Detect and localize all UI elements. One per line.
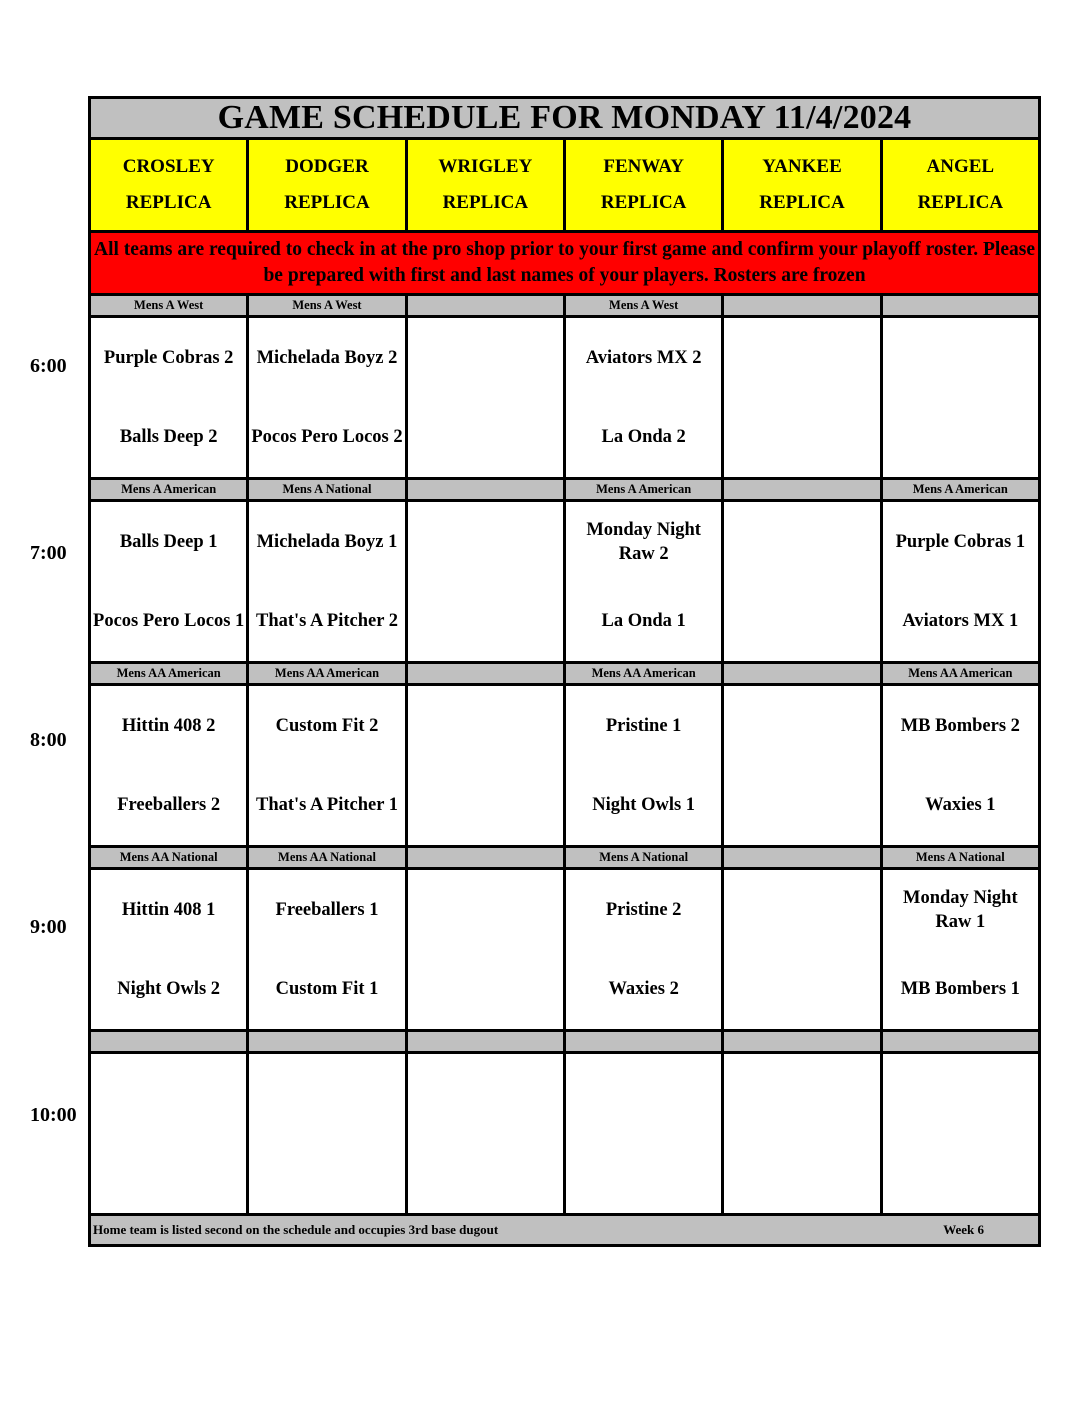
home-team-note: Home team is listed second on the schedule and occupies 3rd base dugout <box>93 1222 499 1237</box>
division-label: Mens AA National <box>90 847 248 869</box>
field-type: REPLICA <box>284 192 370 213</box>
away-team <box>408 686 563 766</box>
schedule-slots <box>90 295 1040 1215</box>
game-cell <box>564 1053 722 1215</box>
division-row <box>90 479 1040 501</box>
home-team: That's A Pitcher 1 <box>255 795 398 816</box>
home-team: Aviators MX 1 <box>902 611 1019 632</box>
schedule-table <box>88 96 1041 1247</box>
division-label <box>723 847 881 869</box>
away-team: Purple Cobras 2 <box>103 347 234 368</box>
field-type: REPLICA <box>442 192 529 213</box>
field-type: REPLICA <box>917 192 1004 213</box>
game-cell <box>248 317 406 479</box>
game-cell <box>881 1053 1039 1215</box>
title-row <box>90 98 1040 139</box>
division-label: Mens A National <box>564 847 722 869</box>
away-team: Monday Night Raw 1 <box>903 887 1018 932</box>
away-team: Hittin 408 1 <box>121 899 216 920</box>
home-team <box>408 582 563 662</box>
home-team <box>883 398 1038 478</box>
away-team: Pristine 1 <box>605 715 682 736</box>
home-team <box>724 950 879 1030</box>
game-cell <box>90 317 248 479</box>
game-row <box>90 685 1040 847</box>
home-team: Pocos Pero Locos 1 <box>93 611 245 632</box>
home-team: Pocos Pero Locos 2 <box>251 427 403 448</box>
game-cell <box>881 317 1039 479</box>
footer-cell <box>90 1215 1040 1246</box>
division-label: Mens A National <box>248 479 406 501</box>
away-team: Michelada Boyz 2 <box>256 347 398 368</box>
division-label: Mens AA American <box>564 663 722 685</box>
game-cell <box>564 869 722 1031</box>
field-header-yankee <box>723 139 881 232</box>
division-label <box>406 295 564 317</box>
division-label: Mens A American <box>881 479 1039 501</box>
home-team <box>566 1134 721 1214</box>
field-name: CROSLEY <box>122 156 215 177</box>
away-team: Michelada Boyz 1 <box>256 531 398 552</box>
division-label <box>248 1031 406 1053</box>
game-cell <box>406 869 564 1031</box>
field-name: ANGEL <box>926 156 995 177</box>
away-team: Pristine 2 <box>605 899 682 920</box>
game-cell <box>564 685 722 847</box>
away-team: Aviators MX 2 <box>585 347 702 368</box>
field-header-wrigley <box>406 139 564 232</box>
division-label: Mens A West <box>90 295 248 317</box>
home-team <box>408 766 563 846</box>
game-cell <box>90 1053 248 1215</box>
away-team <box>249 1054 404 1134</box>
home-team: Freeballers 2 <box>117 795 221 816</box>
division-label: Mens A American <box>90 479 248 501</box>
game-row <box>90 317 1040 479</box>
home-team: Night Owls 2 <box>117 979 221 1000</box>
away-team <box>91 1054 246 1134</box>
away-team <box>883 318 1038 398</box>
away-team <box>724 686 879 766</box>
home-team <box>724 398 879 478</box>
game-cell <box>90 869 248 1031</box>
game-cell <box>406 317 564 479</box>
away-team <box>408 870 563 950</box>
division-row <box>90 1031 1040 1053</box>
game-cell <box>723 501 881 663</box>
game-cell <box>723 317 881 479</box>
game-cell <box>723 685 881 847</box>
field-header-fenway <box>564 139 722 232</box>
home-team <box>724 1134 879 1214</box>
home-team: MB Bombers 1 <box>900 979 1020 1000</box>
division-label <box>723 295 881 317</box>
field-header-crosley <box>90 139 248 232</box>
away-team <box>408 502 563 582</box>
time-label-8pm: 8:00 <box>30 729 67 751</box>
away-team <box>724 318 879 398</box>
field-type: REPLICA <box>600 192 687 213</box>
game-cell <box>406 685 564 847</box>
field-name: WRIGLEY <box>438 156 533 177</box>
away-team <box>566 1054 721 1134</box>
division-label: Mens A American <box>564 479 722 501</box>
home-team: La Onda 1 <box>601 611 686 632</box>
home-team <box>408 398 563 478</box>
home-team: La Onda 2 <box>601 427 686 448</box>
home-team: Night Owls 1 <box>592 795 696 816</box>
game-cell <box>723 869 881 1031</box>
home-team: Custom Fit 1 <box>275 979 379 1000</box>
game-cell <box>564 501 722 663</box>
game-cell <box>881 685 1039 847</box>
division-label <box>564 1031 722 1053</box>
away-team <box>408 1054 563 1134</box>
away-team: MB Bombers 2 <box>900 715 1020 736</box>
notice-row <box>90 232 1040 295</box>
away-team <box>724 870 879 950</box>
division-label: Mens AA American <box>248 663 406 685</box>
game-cell <box>564 317 722 479</box>
game-cell <box>406 501 564 663</box>
division-label <box>406 847 564 869</box>
division-label: Mens AA National <box>248 847 406 869</box>
field-header-dodger <box>248 139 406 232</box>
division-label: Mens A National <box>881 847 1039 869</box>
home-team <box>408 1134 563 1214</box>
time-label-10pm: 10:00 <box>30 1104 77 1126</box>
checkin-notice: All teams are required to check in at the pro shop prior to your first game and confirm your playoff roster. Please be prepared with first and last names of your players. Rosters are frozen <box>90 232 1040 295</box>
game-cell <box>248 1053 406 1215</box>
home-team <box>408 950 563 1030</box>
game-cell <box>248 501 406 663</box>
away-team <box>408 318 563 398</box>
game-cell <box>248 685 406 847</box>
game-cell <box>723 1053 881 1215</box>
away-team <box>883 1054 1038 1134</box>
game-cell <box>881 869 1039 1031</box>
division-row <box>90 663 1040 685</box>
game-row <box>90 869 1040 1031</box>
away-team: Monday Night Raw 2 <box>586 519 701 564</box>
game-row <box>90 1053 1040 1215</box>
division-label <box>881 295 1039 317</box>
game-cell <box>406 1053 564 1215</box>
game-cell <box>90 501 248 663</box>
division-label <box>406 1031 564 1053</box>
home-team: Waxies 1 <box>925 795 996 816</box>
game-cell <box>248 869 406 1031</box>
division-label: Mens A West <box>248 295 406 317</box>
schedule-title: GAME SCHEDULE FOR MONDAY 11/4/2024 <box>90 98 1040 139</box>
away-team: Hittin 408 2 <box>121 715 216 736</box>
division-label <box>723 1031 881 1053</box>
home-team: Waxies 2 <box>608 979 679 1000</box>
division-label <box>90 1031 248 1053</box>
field-type: REPLICA <box>125 192 212 213</box>
home-team: That's A Pitcher 2 <box>255 611 398 632</box>
home-team <box>91 1134 246 1214</box>
division-label: Mens AA American <box>881 663 1039 685</box>
time-label-7pm: 7:00 <box>30 542 67 564</box>
away-team: Purple Cobras 1 <box>895 531 1026 552</box>
home-team <box>249 1134 404 1214</box>
division-label <box>881 1031 1039 1053</box>
home-team <box>724 766 879 846</box>
time-label-6pm: 6:00 <box>30 355 67 377</box>
away-team: Custom Fit 2 <box>275 715 379 736</box>
field-name: DODGER <box>285 156 369 177</box>
division-row <box>90 847 1040 869</box>
away-team: Freeballers 1 <box>275 899 379 920</box>
away-team <box>724 1054 879 1134</box>
game-cell <box>90 685 248 847</box>
week-label: Week 6 <box>943 1222 984 1237</box>
field-name: YANKEE <box>762 156 842 177</box>
away-team: Balls Deep 1 <box>119 531 218 552</box>
field-name: FENWAY <box>603 156 684 177</box>
footer-row <box>90 1215 1040 1246</box>
game-cell <box>881 501 1039 663</box>
field-header-row <box>90 139 1040 232</box>
field-header-angel <box>881 139 1039 232</box>
division-label <box>723 479 881 501</box>
division-label <box>406 663 564 685</box>
division-label: Mens AA American <box>90 663 248 685</box>
away-team <box>724 502 879 582</box>
division-row <box>90 295 1040 317</box>
home-team <box>883 1134 1038 1214</box>
home-team: Balls Deep 2 <box>119 427 218 448</box>
field-type: REPLICA <box>759 192 845 213</box>
game-row <box>90 501 1040 663</box>
home-team <box>724 582 879 662</box>
division-label <box>406 479 564 501</box>
time-label-9pm: 9:00 <box>30 916 67 938</box>
division-label: Mens A West <box>564 295 722 317</box>
division-label <box>723 663 881 685</box>
